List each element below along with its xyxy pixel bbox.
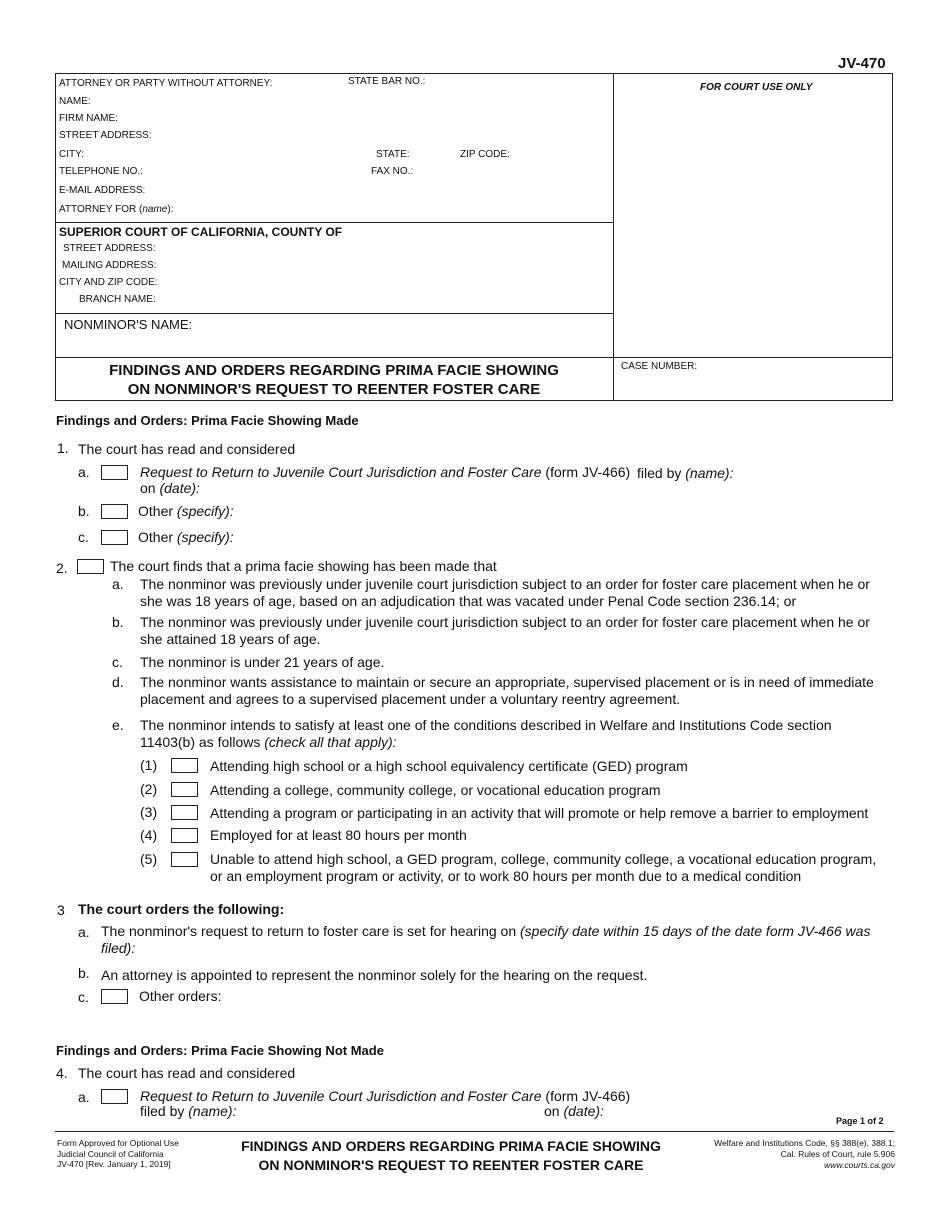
item4a-filed-by: filed by (name): xyxy=(140,1103,237,1119)
footer-title: FINDINGS AND ORDERS REGARDING PRIMA FACIE SHOWING ON NONMINOR'S REQUEST TO REENTER FOSTER CARE xyxy=(241,1138,661,1173)
telephone-label: TELEPHONE NO.: xyxy=(59,166,143,177)
court-branch-label: BRANCH NAME: xyxy=(79,294,156,305)
item3c-checkbox[interactable] xyxy=(101,989,128,1004)
fax-label: FAX NO.: xyxy=(371,166,414,177)
item3a-text: The nonminor's request to return to foster care is set for hearing on (specify date within 15 days of the date form JV-466 was filed): xyxy=(101,923,871,956)
item2e4-label: (4) xyxy=(140,827,158,843)
item3b-text: An attorney is appointed to represent the nonminor solely for the hearing on the request. xyxy=(101,967,648,983)
city-label: CITY: xyxy=(59,149,85,160)
case-number-label: CASE NUMBER: xyxy=(621,361,698,372)
item3c-text: Other orders: xyxy=(139,988,222,1004)
item2e5-label: (5) xyxy=(140,851,158,867)
court-cityzip-label: CITY AND ZIP CODE: xyxy=(59,277,158,288)
item4-text: The court has read and considered xyxy=(78,1065,296,1081)
form-title: FINDINGS AND ORDERS REGARDING PRIMA FACIE SHOWING ON NONMINOR'S REQUEST TO REENTER FOSTER CARE xyxy=(109,362,559,398)
item2b-label: b. xyxy=(112,614,124,630)
item1c-checkbox[interactable] xyxy=(101,530,128,545)
item2e5-checkbox[interactable] xyxy=(171,852,198,867)
court-street-label: STREET ADDRESS: xyxy=(63,243,156,254)
item1a-text: Request to Return to Juvenile Court Jurisdiction and Foster Care (form JV-466) xyxy=(140,464,631,480)
item3a-label: a. xyxy=(78,924,90,940)
item2-checkbox[interactable] xyxy=(77,559,104,574)
item2a-label: a. xyxy=(112,576,124,592)
item1b-label: b. xyxy=(78,503,90,519)
section1-heading: Findings and Orders: Prima Facie Showing Made xyxy=(56,413,359,428)
item2e2-label: (2) xyxy=(140,781,158,797)
item1a-checkbox[interactable] xyxy=(101,465,128,480)
name-label: NAME: xyxy=(59,96,91,107)
item1b-text: Other (specify): xyxy=(138,503,234,519)
item2e2-text: Attending a college, community college, or vocational education program xyxy=(210,782,661,798)
item2d-text: The nonminor wants assistance to maintain or secure an appropriate, supervised placement or is in need of immediate placement and agrees to a supervised placement under a voluntary reentry agreement. xyxy=(140,674,874,707)
state-bar-label: STATE BAR NO.: xyxy=(348,76,426,87)
item2-text: The court finds that a prima facie showing has been made that xyxy=(110,558,497,574)
item3b-label: b. xyxy=(78,965,90,981)
state-label: STATE: xyxy=(376,149,410,160)
item4-number: 4. xyxy=(56,1065,68,1081)
nonminor-name-label: NONMINOR'S NAME: xyxy=(64,317,193,332)
item2e-label: e. xyxy=(112,717,124,733)
attorney-for-label: ATTORNEY FOR (name): xyxy=(59,204,174,215)
item3c-label: c. xyxy=(78,989,89,1005)
zip-label: ZIP CODE: xyxy=(460,149,510,160)
court-use-label: FOR COURT USE ONLY xyxy=(700,82,813,93)
item1b-checkbox[interactable] xyxy=(101,504,128,519)
courts-website-link[interactable]: www.courts.ca.gov xyxy=(824,1160,895,1170)
item2e1-text: Attending high school or a high school equivalency certificate (GED) program xyxy=(210,758,688,774)
item2e5-text: Unable to attend high school, a GED program, college, community college, a vocational education program, or an employment program or activity, or to work 80 hours per month due to a medical condition xyxy=(210,851,877,884)
item3-number: 3 xyxy=(57,902,65,918)
item4a-checkbox[interactable] xyxy=(101,1089,128,1104)
item1c-label: c. xyxy=(78,529,89,545)
item2e4-checkbox[interactable] xyxy=(171,828,198,843)
item2e3-checkbox[interactable] xyxy=(171,805,198,820)
form-id: JV-470 xyxy=(838,55,886,72)
item1a-label: a. xyxy=(78,464,90,480)
court-title: SUPERIOR COURT OF CALIFORNIA, COUNTY OF xyxy=(59,225,343,239)
item1a-on-date: on (date): xyxy=(140,480,200,496)
item2b-text: The nonminor was previously under juvenile court jurisdiction subject to an order for foster care placement when he or she attained 18 years of age. xyxy=(140,614,870,647)
item2a-text: The nonminor was previously under juvenile court jurisdiction subject to an order for foster care placement when he or she was 18 years of age, based on an adjudication that was vacated under Penal Code section 236.14; or xyxy=(140,576,870,609)
footer-left: Form Approved for Optional Use Judicial Council of California JV-470 [Rev. January 1, 2019] xyxy=(57,1138,179,1169)
email-label: E-MAIL ADDRESS: xyxy=(59,185,146,196)
section4-heading: Findings and Orders: Prima Facie Showing Not Made xyxy=(56,1043,384,1058)
page-number: Page 1 of 2 xyxy=(836,1116,884,1126)
item2-number: 2. xyxy=(56,560,68,576)
item2e3-label: (3) xyxy=(140,804,158,820)
item1c-text: Other (specify): xyxy=(138,529,234,545)
item1a-filed-by: filed by (name): xyxy=(637,465,734,481)
item2e4-text: Employed for at least 80 hours per month xyxy=(210,827,467,843)
street-label: STREET ADDRESS: xyxy=(59,130,152,141)
item2e1-label: (1) xyxy=(140,757,158,773)
item4a-label: a. xyxy=(78,1089,90,1105)
item2e-text: The nonminor intends to satisfy at least one of the conditions described in Welfare and Institutions Code section 11403(b) as follows (check all that apply): xyxy=(140,717,832,750)
item2c-label: c. xyxy=(112,654,123,670)
item2c-text: The nonminor is under 21 years of age. xyxy=(140,654,385,670)
item1-text: The court has read and considered xyxy=(78,441,296,457)
item4a-text: Request to Return to Juvenile Court Jurisdiction and Foster Care (form JV-466) xyxy=(140,1088,631,1104)
item3-heading: The court orders the following: xyxy=(78,901,285,917)
attorney-label: ATTORNEY OR PARTY WITHOUT ATTORNEY: xyxy=(59,78,273,89)
item4a-on-date: on (date): xyxy=(544,1103,604,1119)
item1-number: 1. xyxy=(57,440,69,456)
item2e1-checkbox[interactable] xyxy=(171,758,198,773)
firm-label: FIRM NAME: xyxy=(59,113,118,124)
item2e3-text: Attending a program or participating in an activity that will promote or help remove a barrier to employment xyxy=(210,805,869,821)
court-mailing-label: MAILING ADDRESS: xyxy=(62,260,157,271)
footer-right: Welfare and Institutions Code, §§ 388(e), 388.1; Cal. Rules of Court, rule 5.906 www.courts.ca.gov xyxy=(690,1138,895,1171)
item2e2-checkbox[interactable] xyxy=(171,782,198,797)
item2d-label: d. xyxy=(112,674,124,690)
